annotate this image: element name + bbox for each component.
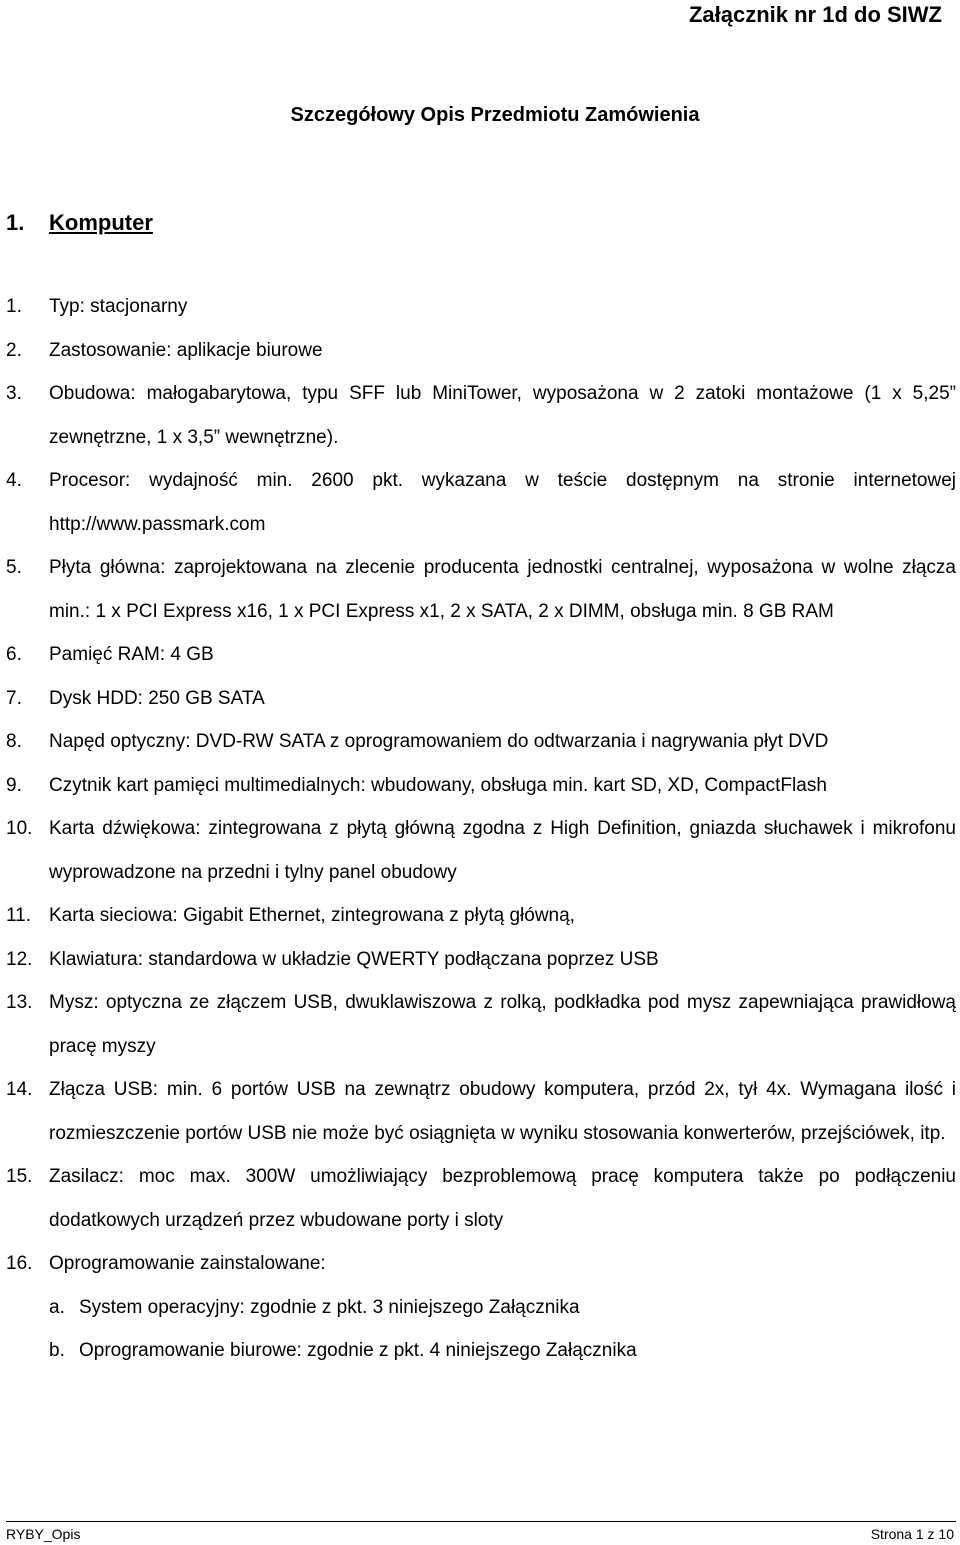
spec-number: 12. [6,948,33,970]
sub-item [49,1329,956,1373]
section-label: Komputer [49,210,153,235]
document-title: Szczegółowy Opis Przedmiotu Zamówienia [290,104,700,126]
spec-number: 8. [6,731,22,752]
spec-number: 4. [6,470,22,491]
spec-text: Klawiatura: standardowa w układzie QWERTY podłączana poprzez USB [49,948,659,970]
spec-number: 2. [6,339,22,361]
spec-item [6,807,956,894]
spec-text-label: Oprogramowanie zainstalowane: [49,1253,326,1274]
sub-text: Oprogramowanie biurowe: zgodnie z pkt. 4 niniejszego Załącznika [79,1340,637,1361]
attachment-label: Załącznik nr 1d do SIWZ [688,2,942,27]
spec-text: Dysk HDD: 250 GB SATA [49,687,265,709]
spec-text: Zasilacz: moc max. 300W umożliwiający bezproblemową pracę komputera także po podłączeniu dodatkowych urządzeń przez wbudowane porty i sloty [49,1166,956,1231]
spec-item [6,1068,956,1155]
spec-text: Obudowa: małogabarytowa, typu SFF lub MiniTower, wyposażona w 2 zatoki montażowe (1 x 5,25” zewnętrzne, 1 x 3,5” wewnętrzne). [49,383,956,448]
spec-item [6,677,956,721]
spec-text: Karta sieciowa: Gigabit Ethernet, zintegrowana z płytą główną, [49,905,575,926]
footer-divider [6,1521,956,1522]
spec-item [6,285,956,329]
spec-item [6,372,956,459]
spec-number: 1. [6,296,22,317]
spec-item [6,720,956,764]
spec-number: 3. [6,383,22,404]
software-sublist [49,1286,956,1373]
spec-text: Zastosowanie: aplikacje biurowe [49,339,323,361]
spec-item [6,938,956,982]
spec-number: 6. [6,644,22,665]
footer-document-name: RYBY_Opis [6,1526,81,1542]
spec-item [6,981,956,1068]
spec-number: 5. [6,557,22,578]
spec-item [6,459,956,546]
section-number: 1. [6,210,25,235]
spec-item [6,1155,956,1242]
spec-number: 14. [6,1079,33,1100]
spec-item [6,329,956,373]
spec-item [6,633,956,677]
spec-text: Procesor: wydajność min. 2600 pkt. wykazana w teście dostępnym na stronie internetowej http://www.passmark.com [49,470,956,535]
spec-number: 10. [6,818,33,839]
spec-number: 15. [6,1166,33,1187]
spec-text: Płyta główna: zaprojektowana na zlecenie producenta jednostki centralnej, wyposażona w wolne złącza min.: 1 x PCI Express x16, 1 x PCI Express x1, 2 x SATA, 2 x DIMM, obsługa min. 8 GB RAM [49,557,956,622]
sub-text: System operacyjny: zgodnie z pkt. 3 niniejszego Załącznika [79,1296,580,1318]
footer-page-number: Strona 1 z 10 [870,1526,954,1542]
spec-text: Mysz: optyczna ze złączem USB, dwuklawiszowa z rolką, podkładka pod mysz zapewniająca prawidłową pracę myszy [49,992,956,1057]
sub-item [49,1286,956,1330]
spec-text: Karta dźwiękowa: zintegrowana z płytą główną zgodna z High Definition, gniazda słuchawek i mikrofonu wyprowadzone na przedni i tylny panel obudowy [49,818,956,883]
spec-text [49,1242,956,1373]
spec-text: Typ: stacjonarny [49,296,188,317]
spec-text: Złącza USB: min. 6 portów USB na zewnątrz obudowy komputera, przód 2x, tył 4x. Wymagana ilość i rozmieszczenie portów USB nie może być osiągnięta w wyniku stosowania konwerterów, przejściówek, itp. [49,1079,956,1144]
spec-number: 9. [6,774,22,796]
spec-text: Pamięć RAM: 4 GB [49,644,214,665]
spec-number: 13. [6,992,33,1013]
spec-text: Czytnik kart pamięci multimedialnych: wbudowany, obsługa min. kart SD, XD, CompactFlash [49,774,827,796]
spec-number: 11. [6,905,32,926]
spec-list [6,285,956,1373]
spec-item [6,894,956,938]
spec-number: 16. [6,1253,33,1274]
sub-number: b. [49,1340,65,1361]
spec-text: Napęd optyczny: DVD-RW SATA z oprogramowaniem do odtwarzania i nagrywania płyt DVD [49,731,829,752]
section-heading [6,210,153,236]
spec-item [6,764,956,808]
sub-number: a. [49,1296,65,1318]
spec-item [6,546,956,633]
spec-number: 7. [6,687,22,709]
spec-item [6,1242,956,1373]
